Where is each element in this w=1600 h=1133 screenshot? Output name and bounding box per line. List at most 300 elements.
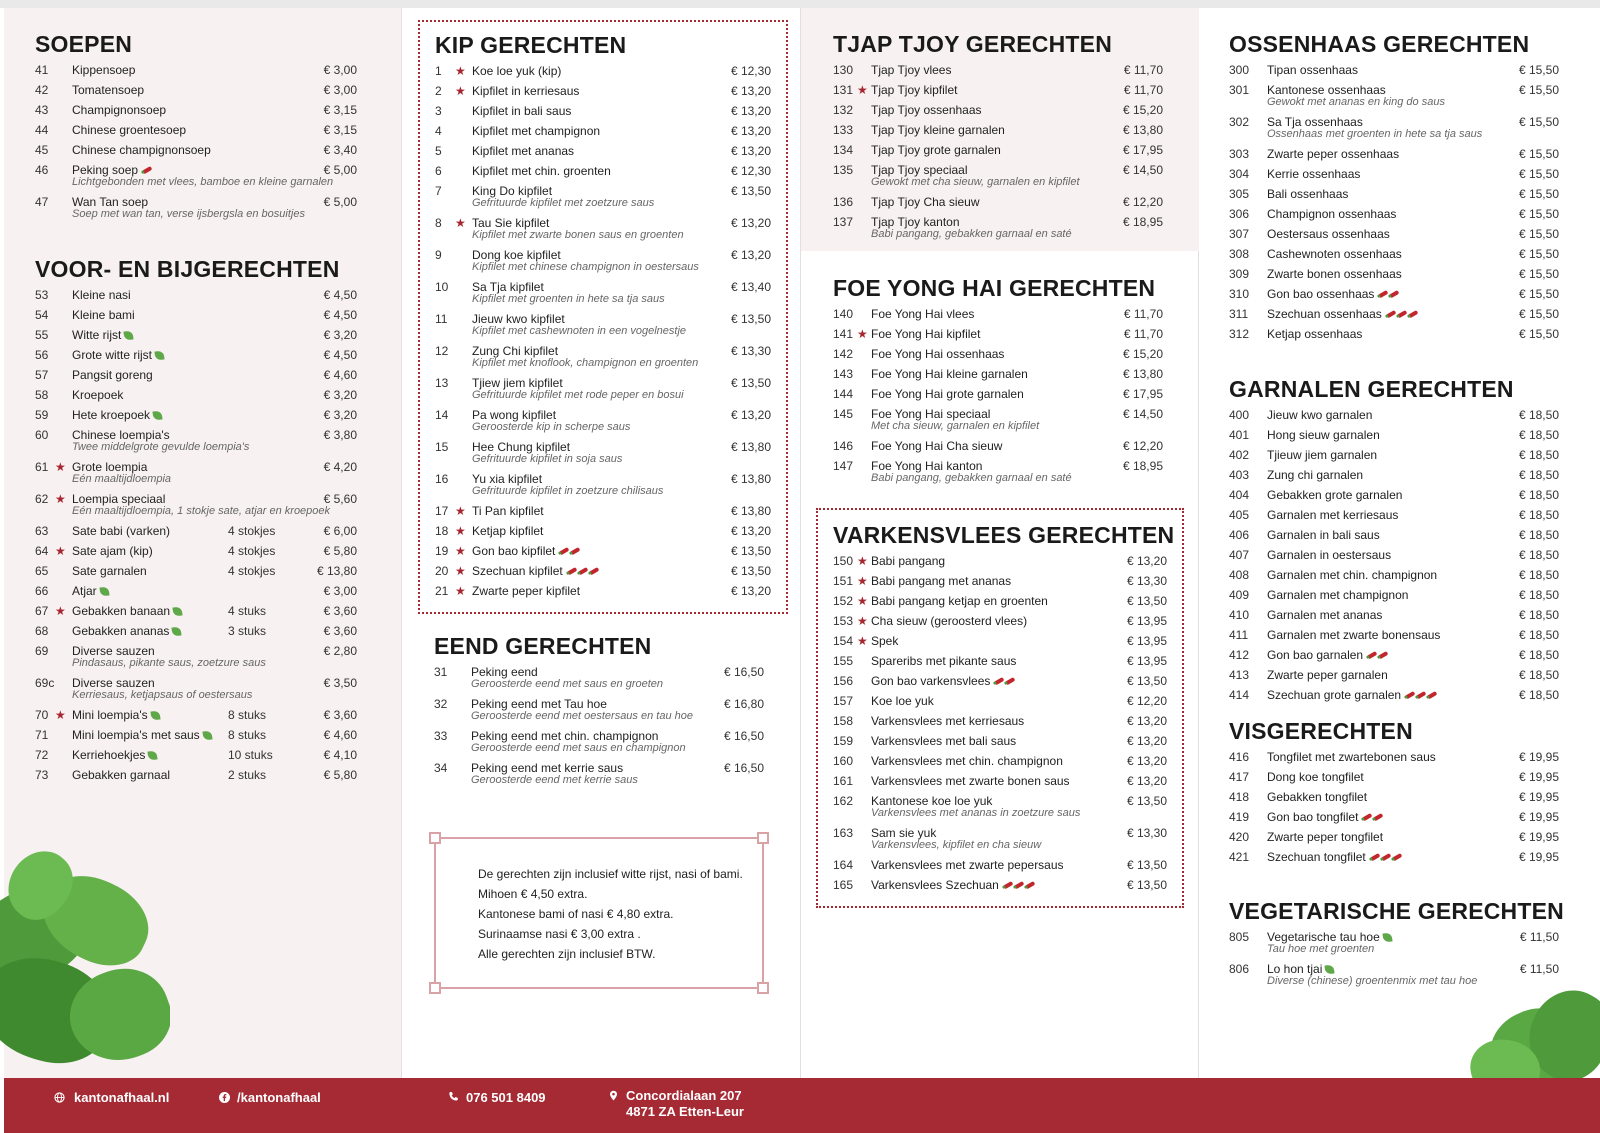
item-name-text: Gebakken ananas (72, 624, 170, 638)
item-name-text: Gon bao varkensvlees (871, 674, 991, 688)
item-name (1267, 807, 1383, 827)
item-name (871, 364, 1028, 384)
item-number: 407 (1229, 548, 1250, 562)
item-number: 136 (833, 195, 854, 209)
item-name (1267, 60, 1358, 80)
menu-item (35, 725, 357, 745)
item-name (1267, 164, 1360, 184)
item-price: € 3,40 (323, 143, 357, 157)
item-number: 156 (833, 674, 854, 688)
item-price: € 19,95 (1518, 850, 1559, 864)
item-name-text: Diverse sauzen (72, 676, 155, 690)
item-name (72, 305, 135, 325)
item-number: 68 (35, 624, 49, 638)
item-quantity: 2 stuks (228, 768, 267, 782)
globe-icon (54, 1092, 65, 1103)
item-description: Kipfilet met zwarte bonen saus en groenten (472, 229, 684, 241)
item-name (1267, 625, 1440, 645)
menu-item (833, 212, 1163, 244)
info-line: Surinaamse nasi € 3,00 extra . (478, 927, 641, 941)
spicy-level-indicator (1002, 875, 1035, 895)
item-name-text: Tjap Tjoy Cha sieuw (871, 195, 980, 209)
menu-item (833, 404, 1163, 436)
item-name-text: Tjap Tjoy grote garnalen (871, 143, 1001, 157)
item-name-text: Gebakken tongfilet (1267, 790, 1368, 804)
item-price: € 18,50 (1518, 488, 1559, 502)
item-number: 65 (35, 564, 49, 578)
item-name-text: Peking eend met chin. champignon (471, 729, 659, 743)
menu-item (435, 181, 771, 213)
item-price: € 13,20 (730, 144, 771, 158)
item-price: € 13,20 (1126, 714, 1167, 728)
item-name (871, 631, 898, 651)
menu-item (1229, 807, 1559, 827)
menu-item (1229, 927, 1559, 959)
item-description: Met cha sieuw, garnalen en kipfilet (871, 420, 1040, 432)
item-name-text: Yu xia kipfilet (472, 472, 543, 486)
item-quantity: 8 stuks (228, 728, 267, 742)
menu-item (1229, 80, 1559, 112)
item-name-text: Ti Pan kipfilet (472, 504, 544, 518)
item-name (72, 80, 144, 100)
item-name-text: Foe Yong Hai kanton (871, 459, 983, 473)
item-name-text: Mini loempia's (72, 708, 148, 722)
item-quantity: 10 stuks (228, 748, 273, 762)
vegetarian-leaf-icon (173, 606, 183, 616)
menu-item (1229, 264, 1559, 284)
item-name (1267, 324, 1362, 344)
item-price: € 13,50 (730, 312, 771, 326)
item-number: 309 (1229, 267, 1250, 281)
item-name (72, 705, 160, 725)
item-price: € 13,40 (730, 280, 771, 294)
menu-item (1229, 827, 1559, 847)
phone-number[interactable]: 076 501 8409 (466, 1090, 546, 1105)
ornament-corner (429, 982, 441, 994)
item-price: € 16,50 (723, 729, 764, 743)
item-name-text: Peking eend met kerrie saus (471, 761, 624, 775)
item-name-text: Babi pangang met ananas (871, 574, 1012, 588)
item-name-text: Sate babi (varken) (72, 524, 171, 538)
item-name (472, 561, 599, 581)
item-number: 405 (1229, 508, 1250, 522)
menu-item (833, 731, 1167, 751)
item-price: € 18,50 (1518, 468, 1559, 482)
item-description: Geroosterde eend met saus en groeten (471, 678, 664, 690)
item-name (472, 541, 580, 561)
item-number: 155 (833, 654, 854, 668)
item-name (1267, 685, 1437, 705)
item-name (72, 60, 135, 80)
chili-pepper-icon (578, 567, 588, 575)
section-title: KIP GERECHTEN (435, 32, 627, 58)
menu-item (833, 631, 1167, 651)
item-quantity: 4 stokjes (228, 524, 276, 538)
item-description: Kipfilet met groenten in hete sa tja saus (472, 293, 665, 305)
item-description: Gefrituurde kipfilet met zoetzure saus (472, 197, 655, 209)
chef-recommendation-star-icon: ★ (455, 584, 466, 598)
item-price: € 11,70 (1123, 327, 1163, 341)
item-quantity: 4 stuks (228, 604, 267, 618)
item-name (1267, 605, 1382, 625)
item-name (871, 875, 1035, 895)
menu-item (435, 161, 771, 181)
facebook-link[interactable]: /kantonafhaal (237, 1090, 321, 1105)
menu-item (1229, 184, 1559, 204)
item-description: Ossenhaas met groenten in hete sa tja saus (1267, 128, 1483, 140)
item-price: € 15,50 (1518, 287, 1559, 301)
menu-item (35, 765, 357, 785)
item-name (72, 601, 182, 621)
item-name-text: Tjap Tjoy speciaal (871, 163, 968, 177)
phone-icon (448, 1091, 459, 1102)
item-name (72, 765, 170, 785)
item-name (1267, 304, 1418, 324)
menu-item (35, 425, 357, 457)
chili-pepper-icon (571, 547, 581, 555)
section-foeyong (833, 275, 1163, 488)
vegetarian-leaf-icon (148, 750, 158, 760)
item-price: € 15,50 (1518, 83, 1559, 97)
menu-item (1229, 284, 1559, 304)
item-name (72, 405, 162, 425)
item-description: Kerriesaus, ketjapsaus of oestersaus (72, 689, 253, 701)
item-name (72, 745, 157, 765)
menu-item (1229, 605, 1559, 625)
item-name (871, 100, 982, 120)
item-name (871, 771, 1070, 791)
item-number: 19 (435, 544, 449, 558)
item-name (1267, 425, 1380, 445)
menu-item (35, 581, 357, 601)
menu-item (434, 662, 764, 694)
chef-recommendation-star-icon: ★ (455, 504, 466, 518)
item-name-text: Varkensvlees met kerriesaus (871, 714, 1025, 728)
item-name-text: Babi pangang ketjap en groenten (871, 594, 1048, 608)
item-price: € 2,80 (323, 644, 357, 658)
item-description: Gefrituurde kipfilet in zoetzure chilisaus (472, 485, 664, 497)
section-title: VOOR- EN BIJGERECHTEN (35, 256, 340, 282)
vegetarian-leaf-icon (124, 330, 134, 340)
item-name-text: Tjiew jiem kipfilet (472, 376, 563, 390)
item-price: € 18,50 (1518, 548, 1559, 562)
item-name (72, 100, 166, 120)
chef-recommendation-star-icon: ★ (857, 83, 868, 97)
item-price: € 3,60 (323, 708, 357, 722)
item-number: 153 (833, 614, 854, 628)
item-price: € 3,20 (323, 408, 357, 422)
menu-item (1229, 112, 1559, 144)
top-bar (0, 0, 1600, 8)
menu-item (833, 571, 1167, 591)
item-name (72, 325, 133, 345)
item-price: € 18,50 (1518, 528, 1559, 542)
item-name-text: Foe Yong Hai vlees (871, 307, 975, 321)
item-number: 307 (1229, 227, 1250, 241)
section-title: TJAP TJOY GERECHTEN (833, 31, 1113, 57)
chef-recommendation-star-icon: ★ (455, 84, 466, 98)
item-number: 21 (435, 584, 449, 598)
item-name-text: Kipfilet met ananas (472, 144, 575, 158)
item-name-text: Kleine nasi (72, 288, 131, 302)
item-name-text: Foe Yong Hai ossenhaas (871, 347, 1005, 361)
chili-pepper-icon (1397, 310, 1407, 318)
menu-item (435, 101, 771, 121)
item-name (1267, 747, 1436, 767)
menu-item (35, 745, 357, 765)
item-name-text: Jieuw kwo garnalen (1267, 408, 1373, 422)
item-price: € 13,20 (1126, 734, 1167, 748)
item-name-text: Lo hon tjai (1267, 962, 1323, 976)
spicy-level-indicator (558, 541, 580, 561)
item-number: 152 (833, 594, 854, 608)
item-price: € 3,00 (323, 584, 357, 598)
item-number: 311 (1229, 307, 1249, 321)
item-number: 8 (435, 216, 442, 230)
item-name (871, 591, 1048, 611)
item-number: 312 (1229, 327, 1250, 341)
vegetarian-leaf-icon (150, 710, 160, 720)
website-link[interactable]: kantonafhaal.nl (74, 1090, 170, 1105)
item-price: € 13,80 (730, 504, 771, 518)
item-price: € 12,20 (1126, 694, 1167, 708)
menu-item (833, 60, 1163, 80)
item-name (72, 385, 123, 405)
chef-recommendation-star-icon: ★ (857, 554, 868, 568)
menu-item (35, 641, 357, 673)
item-name-text: Cashewnoten ossenhaas (1267, 247, 1402, 261)
item-name (1267, 585, 1408, 605)
item-name-text: Foe Yong Hai kipfilet (871, 327, 981, 341)
item-price: € 13,20 (730, 84, 771, 98)
item-price: € 13,50 (730, 564, 771, 578)
menu-item (833, 651, 1167, 671)
item-description: Eén maaltijdloempia, 1 stokje sate, atjar en kroepoek (72, 505, 331, 517)
item-name-text: Kipfilet met chin. groenten (472, 164, 611, 178)
item-name-text: Szechuan ossenhaas (1267, 307, 1382, 321)
item-price: € 4,10 (323, 748, 357, 762)
chili-pepper-icon (1370, 853, 1380, 861)
item-number: 163 (833, 826, 854, 840)
item-price: € 3,60 (323, 604, 357, 618)
item-number: 310 (1229, 287, 1250, 301)
item-number: 806 (1229, 962, 1250, 976)
item-price: € 3,00 (323, 83, 357, 97)
item-quantity: 3 stuks (228, 624, 267, 638)
item-number: 130 (833, 63, 854, 77)
item-name (1267, 645, 1388, 665)
item-price: € 13,95 (1126, 614, 1167, 628)
item-name-text: Jieuw kwo kipfilet (472, 312, 565, 326)
menu-item (833, 456, 1163, 488)
menu-item (833, 436, 1163, 456)
item-price: € 19,95 (1518, 750, 1559, 764)
item-name (72, 521, 170, 541)
item-number: 409 (1229, 588, 1250, 602)
item-price: € 13,50 (1126, 858, 1167, 872)
menu-item (435, 469, 771, 501)
item-name-text: Kipfilet in kerriesaus (472, 84, 580, 98)
chef-recommendation-star-icon: ★ (455, 524, 466, 538)
item-price: € 13,50 (1126, 878, 1167, 892)
item-name-text: Gon bao ossenhaas (1267, 287, 1375, 301)
item-name-text: Babi pangang (871, 554, 946, 568)
item-name-text: Kippensoep (72, 63, 136, 77)
address-line-1: Concordialaan 207 (626, 1088, 742, 1103)
item-name-text: Tipan ossenhaas (1267, 63, 1358, 77)
item-number: 61 (35, 460, 49, 474)
menu-item (1229, 244, 1559, 264)
menu-item (435, 561, 771, 581)
item-number: 2 (435, 84, 442, 98)
item-name (72, 120, 186, 140)
item-name-text: Tjap Tjoy kanton (871, 215, 960, 229)
item-price: € 4,60 (323, 368, 357, 382)
item-number: 164 (833, 858, 854, 872)
item-name (871, 611, 1027, 631)
section-ossenhaas (1229, 31, 1559, 344)
item-name-text: Dong koe kipfilet (472, 248, 561, 262)
item-price: € 4,20 (323, 460, 357, 474)
item-price: € 18,50 (1518, 508, 1559, 522)
item-description: Geroosterde eend met oestersaus en tau hoe (471, 710, 693, 722)
section-title: VARKENSVLEES GERECHTEN (833, 522, 1175, 548)
item-price: € 12,20 (1122, 195, 1163, 209)
item-name-text: Foe Yong Hai kleine garnalen (871, 367, 1028, 381)
item-number: 400 (1229, 408, 1250, 422)
item-name-text: Dong koe tongfilet (1267, 770, 1364, 784)
chili-pepper-icon (1392, 853, 1402, 861)
info-box (434, 837, 764, 989)
spicy-level-indicator (1361, 807, 1383, 827)
item-number: 69c (35, 676, 55, 690)
item-name (871, 304, 974, 324)
item-name (472, 521, 543, 541)
section-title: VEGETARISCHE GERECHTEN (1229, 898, 1564, 924)
menu-item (435, 521, 771, 541)
item-number: 46 (35, 163, 49, 177)
chili-pepper-icon (560, 547, 570, 555)
item-price: € 15,50 (1518, 267, 1559, 281)
item-number: 305 (1229, 187, 1250, 201)
item-name-text: Szechuan grote garnalen (1267, 688, 1402, 702)
item-price: € 15,50 (1518, 247, 1559, 261)
menu-item (35, 325, 357, 345)
item-price: € 13,20 (730, 216, 771, 230)
item-price: € 18,95 (1122, 459, 1163, 473)
ornament-corner (429, 832, 441, 844)
item-price: € 13,80 (1122, 367, 1163, 381)
menu-item (833, 324, 1163, 344)
item-name-text: Foe Yong Hai grote garnalen (871, 387, 1024, 401)
item-number: 60 (35, 428, 49, 442)
item-name (1267, 405, 1372, 425)
item-name (871, 571, 1011, 591)
item-price: € 13,80 (730, 440, 771, 454)
chili-pepper-icon (1428, 691, 1438, 699)
item-name (871, 711, 1024, 731)
item-name (1267, 224, 1390, 244)
item-price: € 16,50 (723, 665, 764, 679)
item-name-text: Sate garnalen (72, 564, 147, 578)
item-name-text: Wan Tan soep (72, 195, 149, 209)
chili-pepper-icon (589, 567, 599, 575)
menu-item (833, 771, 1167, 791)
item-price: € 3,80 (323, 428, 357, 442)
chili-pepper-icon (1381, 853, 1391, 861)
menu-item (35, 140, 357, 160)
menu-item (1229, 304, 1559, 324)
item-number: 143 (833, 367, 854, 381)
item-name-text: Pangsit goreng (72, 368, 153, 382)
item-number: 308 (1229, 247, 1250, 261)
item-price: € 3,60 (323, 624, 357, 638)
item-name (871, 855, 1064, 875)
location-pin-icon (608, 1090, 619, 1101)
item-name-text: Koe loe yuk (871, 694, 934, 708)
item-number: 62 (35, 492, 49, 506)
item-number: 10 (435, 280, 449, 294)
menu-item (35, 705, 357, 725)
item-price: € 3,15 (323, 103, 357, 117)
item-name-text: Tjap Tjoy kleine garnalen (871, 123, 1005, 137)
item-number: 420 (1229, 830, 1250, 844)
item-name (871, 60, 951, 80)
item-name-text: Oestersaus ossenhaas (1267, 227, 1390, 241)
item-number: 11 (435, 312, 448, 326)
menu-item (435, 213, 771, 245)
item-number: 32 (434, 697, 448, 711)
item-name-text: Loempia speciaal (72, 492, 166, 506)
item-number: 6 (435, 164, 442, 178)
item-price: € 12,30 (730, 64, 771, 78)
item-price: € 13,50 (730, 184, 771, 198)
item-name-text: Garnalen met zwarte bonensaus (1267, 628, 1441, 642)
item-name (1267, 827, 1383, 847)
menu-item (1229, 465, 1559, 485)
item-number: 301 (1229, 83, 1250, 97)
item-number: 306 (1229, 207, 1250, 221)
item-name-text: Garnalen in oestersaus (1267, 548, 1392, 562)
item-name (72, 345, 164, 365)
item-name (871, 192, 980, 212)
item-price: € 12,30 (730, 164, 771, 178)
item-description: Gewokt met ananas en king do saus (1267, 96, 1445, 108)
menu-item (1229, 787, 1559, 807)
menu-item (1229, 164, 1559, 184)
item-name-text: Sate ajam (kip) (72, 544, 153, 558)
item-number: 13 (435, 376, 449, 390)
item-name (472, 501, 544, 521)
item-price: € 18,50 (1518, 648, 1559, 662)
menu-item (1229, 224, 1559, 244)
chili-pepper-icon (1025, 881, 1035, 889)
menu-item (1229, 545, 1559, 565)
item-number: 150 (833, 554, 854, 568)
item-number: 33 (434, 729, 448, 743)
item-number: 132 (833, 103, 854, 117)
item-name (1267, 767, 1364, 787)
item-number: 414 (1229, 688, 1250, 702)
item-price: € 11,50 (1519, 962, 1559, 976)
item-number: 142 (833, 347, 854, 361)
item-price: € 15,50 (1518, 167, 1559, 181)
item-number: 133 (833, 123, 854, 137)
menu-item (435, 373, 771, 405)
item-description: Soep met wan tan, verse ijsbergsla en bosuitjes (72, 208, 305, 220)
item-name (72, 561, 147, 581)
menu-item (435, 61, 771, 81)
